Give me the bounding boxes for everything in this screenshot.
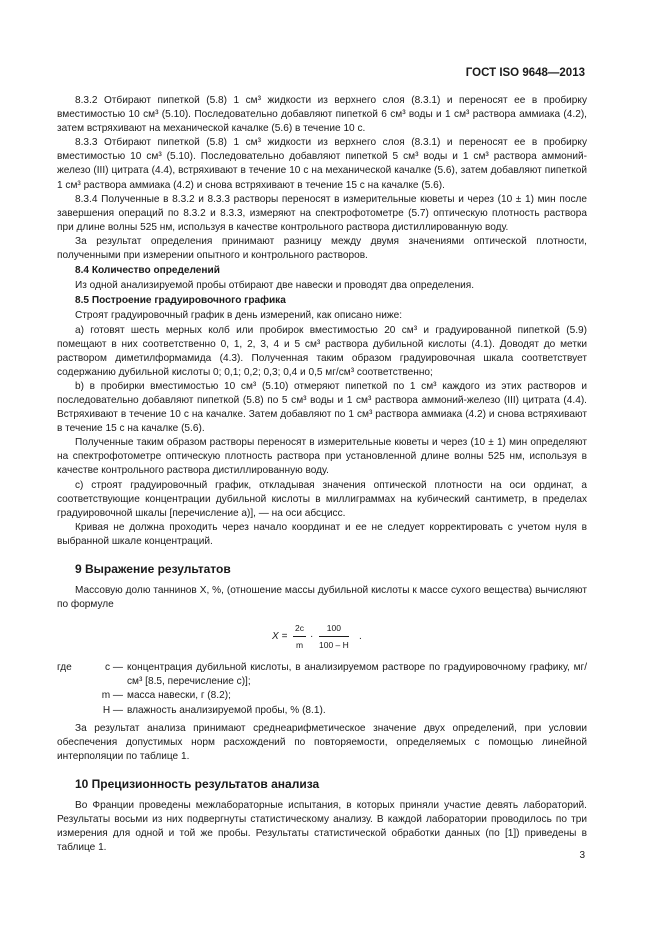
document-body xyxy=(57,94,587,855)
paragraph-8-3-3: 8.3.3 Отбирают пипеткой (5.8) 1 см³ жидкости из верхнего слоя (8.3.1) и переносят ее в пробирку вместимостью 10 см³ (5.10). Последовательно добавляют пипеткой 5 см³ воды и 1 см³ раствора аммоний-железо (III) цитрата (4.4), встряхивают в течение 10 с на механической качалке (5.6), затем добавляют пипеткой 1 см³ раствора аммиака (4.2) и снова встряхивают в течение 15 с на качалке (5.6). xyxy=(57,137,587,191)
formula-fraction-2-denominator: 100 – H xyxy=(319,640,349,651)
formula-end: . xyxy=(359,631,362,643)
definition-desc: масса навески, г (8.2); xyxy=(127,690,231,702)
paragraph-8-5-intro: Строят градуировочный график в день измерений, как описано ниже: xyxy=(75,310,403,322)
definition-row xyxy=(57,661,587,689)
paragraph-8-5-c: с) строят градуировочный график, откладывая значения оптической плотности на оси ординат, а соответствующие концентрации дубильной кислоты в миллиграммах на кубический сантиметр, в пределах градуировочной шкалы [перечисление а)], — на оси абсцисс. xyxy=(57,479,587,519)
paragraph-8-5-curve: Кривая не должна проходить через начало координат и ее не следует корректировать с учетом нуля в выбранной шкале концентраций. xyxy=(57,521,587,547)
paragraph-10: Во Франции проведены межлабораторные испытания, в которых приняли участие девять лабораторий. Результаты восьми из них подвергнуты статистическому анализу. В каждой лаборатории проводилось по три измерения для одной и той же пробы. Результаты статистической обработки данных (по [1]) приведены в таблице 1. xyxy=(57,800,587,854)
formula-fraction-1-numerator: 2c xyxy=(293,621,306,637)
page-number: 3 xyxy=(579,850,585,861)
definition-where: где xyxy=(57,662,72,674)
formula-x xyxy=(57,617,587,657)
paragraph-8-3-2: 8.3.2 Отбирают пипеткой (5.8) 1 см³ жидкости из верхнего слоя (8.3.1) и переносят ее в пробирку вместимостью 10 см³ (5.10). Последовательно добавляют пипеткой 6 см³ воды и 1 см³ раствора аммиака (4.2), затем встряхивают на механической качалке (5.6) в течение 10 с. xyxy=(57,95,587,135)
paragraph-determination-result: За результат определения принимают разницу между двумя значениями оптической плотности, полученными при измерении опытного и контрольного растворов. xyxy=(57,235,587,262)
standard-header: ГОСТ ISO 9648—2013 xyxy=(465,67,585,79)
paragraph-8-5-transfer: Полученные таким образом растворы переносят в измерительные кюветы и через (10 ± 1) мин определяют на спектрофотометре оптическую плотность раствора при установленной длине волны 525 нм, используя в качестве контрольного раствора дистиллированную воду. xyxy=(57,437,587,477)
formula-fraction-1-denominator: m xyxy=(295,640,304,651)
formula-fraction-2 xyxy=(319,621,349,652)
paragraph-8-4: Из одной анализируемой пробы отбирают две навески и проводят два определения. xyxy=(75,280,475,292)
definition-term: c — xyxy=(105,662,123,674)
definition-term: m — xyxy=(101,690,123,702)
definition-row xyxy=(57,689,587,703)
paragraph-8-3-4: 8.3.4 Полученные в 8.3.2 и 8.3.3 растворы переносят в измерительные кюветы и через (10 ± 1) мин после завершения операций по 8.3.2 и 8.3.3, измеряют на спектрофотометре (5.7) оптическую плотность раствора при длине волны 525 нм, используя в качестве контрольного раствора дистиллированную воду. xyxy=(57,193,587,233)
paragraph-9-result: За результат анализа принимают среднеарифметическое значение двух определений, при условии обеспечения допустимых норм расхождений по повторяемости, определяемых с помощью линейной интерполяции по таблице 1. xyxy=(57,722,587,762)
definition-row xyxy=(57,704,587,718)
definition-desc: концентрация дубильной кислоты, в анализируемом растворе по градуировочному графику, мг/см³ [8.5, перечисление с)]; xyxy=(127,662,587,688)
paragraph-9-intro: Массовую долю таннинов X, %, (отношение массы дубильной кислоты к массе сухого вещества) вычисляют по формуле xyxy=(57,585,587,611)
definition-term: H — xyxy=(102,704,123,716)
variable-definitions xyxy=(57,661,587,717)
formula-fraction-1 xyxy=(293,621,306,652)
section-heading-10: 10 Прецизионность результатов анализа xyxy=(75,776,320,791)
definition-desc: влажность анализируемой пробы, % (8.1). xyxy=(127,704,326,716)
subheading-8-4: 8.4 Количество определений xyxy=(75,265,220,277)
paragraph-8-5-a: а) готовят шесть мерных колб или пробирок вместимостью 20 см³ и градуированной пипеткой (5.9) помещают в них соответственно 0, 1, 2, 3, 4 и 5 см³ раствора дубильной кислоты (4.1). Доводят до метки раствором диметилформамида (4.3). Полученная таким образом градуировочная шкала соответствует содержанию дубильной кислоты 0; 0,1; 0,2; 0,3; 0,4 и 0,5 мг/см³ соответственно; xyxy=(57,324,587,378)
formula-multiply: · xyxy=(310,631,314,643)
section-heading-9: 9 Выражение результатов xyxy=(75,562,231,576)
formula-lhs: X = xyxy=(272,631,288,643)
formula-fraction-2-numerator: 100 xyxy=(319,621,349,637)
paragraph-8-5-b: b) в пробирки вместимостью 10 см³ (5.10) отмеряют пипеткой по 1 см³ каждого из этих растворов и последовательно добавляют пипеткой (5.8) по 5 см³ воды и 1 см³ раствора аммоний-железо (III) цитрата (4.4). Встряхивают в течение 10 с на качалке. Затем добавляют по 1 см³ раствора аммиака (4.2) и снова встряхивают в течение 15 с на качалке (5.6). xyxy=(57,380,587,435)
subheading-8-5: 8.5 Построение градуировочного графика xyxy=(75,295,286,307)
